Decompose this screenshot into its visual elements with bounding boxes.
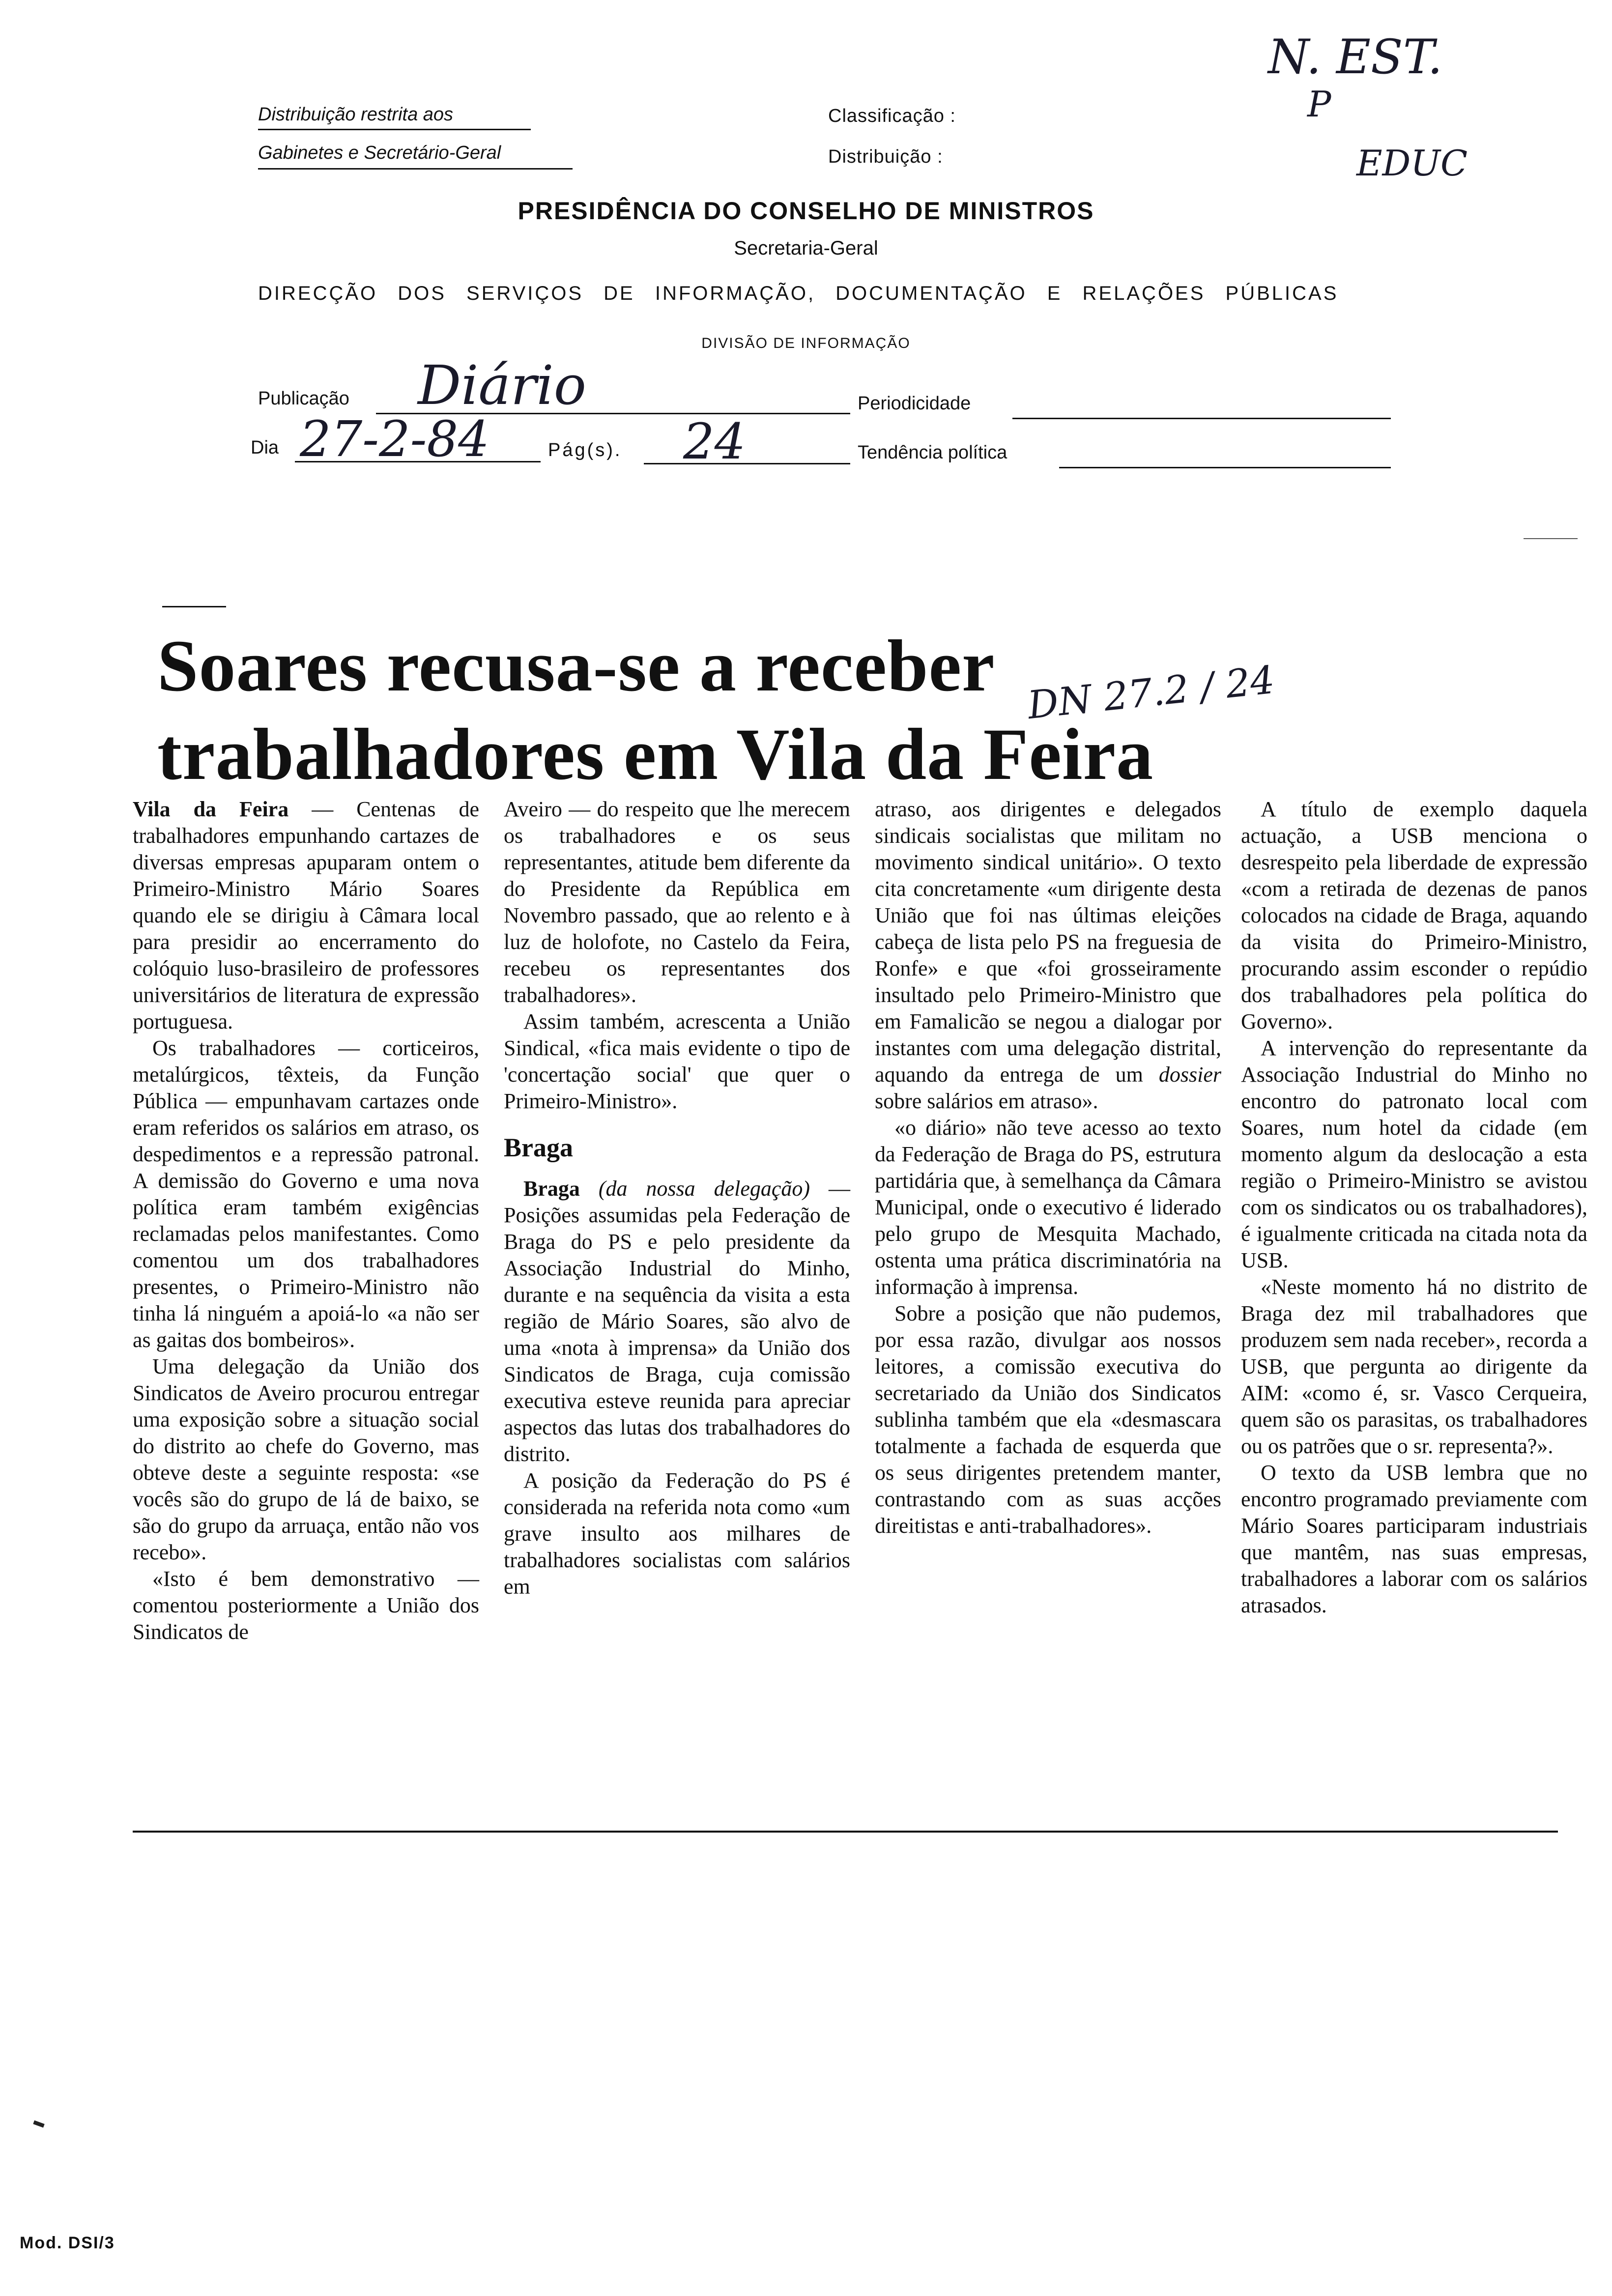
col2-p3-text: — Posições assumidas pela Federação de Braga do PS e pelo presidente da Associação Industrial do Minho, durante e na sequência da visita a esta região de Mário Soares, são alvo de uma «nota à imprensa» da União dos Sindicatos de Braga, cuja comissão executiva esteve reunida para apreciar aspectos das lutas dos trabalhadores do distrito. <box>504 1177 850 1466</box>
pages-label: Pág(s). <box>548 440 622 460</box>
day-handwritten: 27-2-84 <box>300 410 489 468</box>
directorate-line: DIRECÇÃO DOS SERVIÇOS DE INFORMAÇÃO, DOCUMENTAÇÃO E RELAÇÕES PÚBLICAS <box>258 283 1339 304</box>
col4-paragraph-1: A título de exemplo daquela actuação, a USB menciona o desrespeito pela liberdade de expressão «com a retirada de dezenas de panos colocados na cidade de Braga, aquando da visita do Primeiro-Ministro, procurando assim esconder o repúdio dos trabalhadores pela política do Governo». <box>1241 797 1587 1033</box>
col1-paragraph-2: Os trabalhadores — corticeiros, metalúrgicos, têxteis, da Função Pública — empunhavam cartazes onde eram referidos os salários em atraso, os despedimentos e a repressão patronal. A demissão do Governo e uma nova política eram também exigências reclamadas pelos manifestantes. Como comentou um dos trabalhadores presentes, o Primeiro-Ministro não tinha lá ninguém a apoiá-lo «a não ser as gaitas dos bombeiros». <box>133 1036 479 1352</box>
col1-paragraph-4: «Isto é bem demonstrativo — comentou posteriormente a União dos Sindicatos de <box>133 1567 479 1644</box>
col2-paragraph-4: A posição da Federação do PS é considerada na referida nota como «um grave insulto aos milhares de trabalhadores socialistas com salários em <box>504 1468 850 1599</box>
tendency-label: Tendência política <box>858 442 1008 463</box>
article-column-1 <box>133 796 479 1645</box>
page-title: PRESIDÊNCIA DO CONSELHO DE MINISTROS <box>518 197 1094 225</box>
article-column-3 <box>875 796 1221 1539</box>
divider-dash-left <box>162 606 226 607</box>
scan-speck <box>33 2120 44 2127</box>
pages-underline <box>644 463 850 464</box>
article-column-4 <box>1241 796 1587 1619</box>
col3-p1a: atraso, aos dirigentes e delegados sindicais socialistas que militam no movimento sindical unitário». O texto cita concretamente «um dirigente desta União que foi nas últimas eleições cabeça de lista pelo PS na freguesia de Ronfe» e que «foi grosseiramente insultado pelo Primeiro-Ministro que em Famalicão se negou a dialogar por instantes com uma delegação distrital, aquando da entrega de um <box>875 797 1221 1087</box>
day-label: Dia <box>251 437 279 458</box>
col1-paragraph-1 <box>133 796 479 1035</box>
page-subtitle: Secretaria-Geral <box>734 237 878 259</box>
periodicity-label: Periodicidade <box>858 393 971 414</box>
col1-paragraph-3: Uma delegação da União dos Sindicatos de Aveiro procurou entregar uma exposição sobre a situação social do distrito ao chefe do Governo, mas obteve deste a seguinte resposta: «se vocês são do grupo de lá de baixo, se são do grupo da arruaça, então não vos recebo». <box>133 1354 479 1564</box>
col1-p1-text: — Centenas de trabalhadores empunhando cartazes de diversas empresas apuparam ontem o Primeiro-Ministro Mário Soares quando ele se dirigiu à Câmara local para presidir ao encerramento do colóquio luso-brasileiro de professores universitários de literatura de expressão portuguesa. <box>133 797 480 1033</box>
col2-p3-dateline: Braga <box>523 1177 580 1201</box>
handwritten-note-top-line1: N. EST. <box>1268 29 1443 85</box>
col2-p3-source: (da nossa delegação) <box>579 1177 810 1201</box>
publication-handwritten: Diário <box>418 354 586 417</box>
col3-paragraph-1 <box>875 796 1221 1115</box>
divider-dash-right <box>1524 538 1578 539</box>
col1-dateline: Vila da Feira <box>133 797 289 821</box>
tendency-underline <box>1059 467 1391 468</box>
col4-paragraph-2: A intervenção do representante da Associação Industrial do Minho no encontro do patronato local com Soares, num hotel da cidade (em momento algum da deslocação a esta região o Primeiro-Ministro se avistou com os sindicatos ou os trabalhadores), é igualmente criticada na citada nota da USB. <box>1241 1036 1587 1272</box>
col4-paragraph-3: «Neste momento há no distrito de Braga dez mil trabalhadores que produzem sem nada receber», recorda a USB, que pergunta ao dirigente da AIM: «como é, sr. Vasco Cerqueira, quem são os parasitas, os trabalhadores ou os patrões que o sr. representa?». <box>1241 1275 1587 1458</box>
col3-p1b: sobre salários em atraso». <box>875 1089 1098 1113</box>
division-line: DIVISÃO DE INFORMAÇÃO <box>701 335 911 351</box>
distribution-label: Distribuição : <box>828 146 943 167</box>
publication-label: Publicação <box>258 388 349 409</box>
model-code: Mod. DSI/3 <box>20 2234 115 2252</box>
col2-paragraph-1: Aveiro — do respeito que lhe merecem os trabalhadores e os seus representantes, atitude bem diferente da do Presidente da República em Novembro passado, que ao relento e à luz de holofote, no Castelo da Feira, recebeu os representantes dos trabalhadores». <box>504 797 850 1007</box>
distribution-line-1: Distribuição restrita aos <box>258 104 454 125</box>
col3-paragraph-2: «o diário» não teve acesso ao texto da Federação de Braga do PS, estrutura partidária que, à semelhança da Câmara Municipal, onde o executivo é liderado pelo grupo de Mesquita Machado, ostenta uma prática discriminatória na informação à imprensa. <box>875 1116 1221 1299</box>
distribution-line-2: Gabinetes e Secretário-Geral <box>258 143 501 163</box>
periodicity-underline <box>1012 418 1391 419</box>
col2-subheading: Braga <box>504 1133 573 1162</box>
headline-line-2: trabalhadores em Vila da Feira <box>157 714 1154 795</box>
pages-handwritten: 24 <box>683 413 746 470</box>
article-bottom-rule <box>133 1831 1558 1833</box>
classification-label: Classificação : <box>828 106 956 126</box>
distribution-underline-2 <box>258 168 573 170</box>
headline-handwritten-note: DN 27.2 / 24 <box>1025 658 1277 728</box>
col2-paragraph-2: Assim também, acrescenta a União Sindical, «fica mais evidente o tipo de 'concertação social' que quer o Primeiro-Ministro». <box>504 1009 850 1113</box>
col4-paragraph-4: O texto da USB lembra que no encontro programado previamente com Mário Soares participaram industriais que mantêm, nas suas empresas, trabalhadores a laborar com os salários atrasados. <box>1241 1461 1587 1617</box>
handwritten-note-top-line2: P <box>1307 84 1331 125</box>
handwritten-note-top-line3: EDUC <box>1356 143 1468 184</box>
col3-paragraph-3: Sobre a posição que não pudemos, por essa razão, divulgar aos nossos leitores, a comissão executiva do secretariado da União dos Sindicatos sublinha também que ela «desmascara totalmente a fachada de esquerda que os seus dirigentes pretendem manter, contrastando com as suas acções direitistas e anti-trabalhadores». <box>875 1301 1221 1538</box>
headline-line-1: Soares recusa-se a receber <box>157 625 995 707</box>
distribution-underline-1 <box>258 129 531 130</box>
col2-paragraph-3 <box>504 1176 850 1467</box>
article-column-2 <box>504 796 850 1600</box>
col3-p1-dossier: dossier <box>1158 1062 1221 1087</box>
